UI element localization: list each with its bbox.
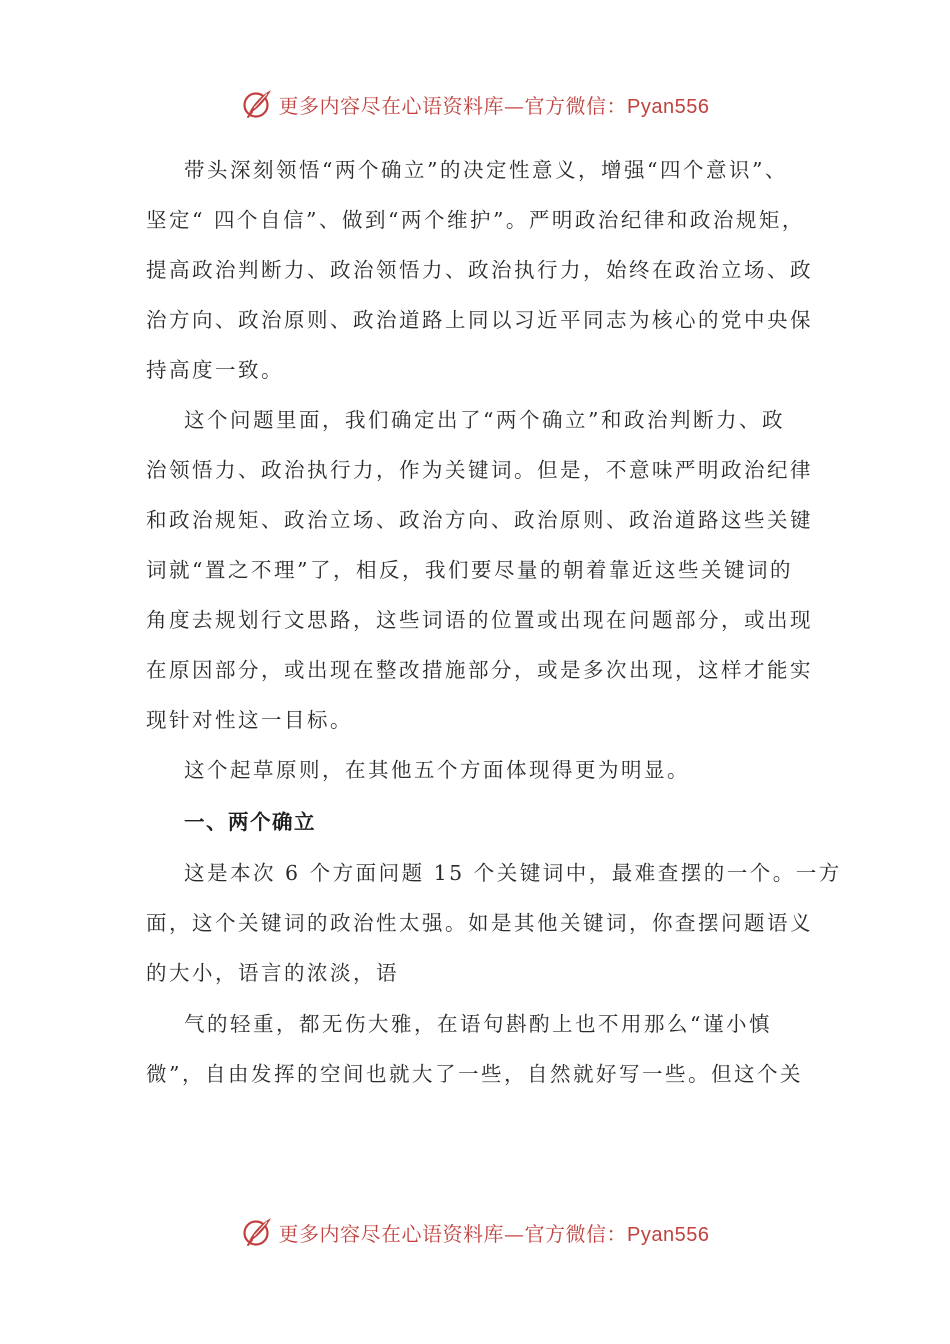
paragraph-4-line-1: 这是本次 6 个方面问题 15 个关键词中，最难查摆的一个。一方 [184,861,842,885]
paragraph-5-line-2: 微”，自由发挥的空间也就大了一些，自然就好写一些。但这个关 [146,1062,803,1086]
footer-banner-cn: 更多内容尽在心语资料库—官方微信： [278,1221,628,1246]
paragraph-2-line-5: 角度去规划行文思路，这些词语的位置或出现在问题部分，或出现 [146,608,813,632]
paragraph-1-line-3: 提高政治判断力、政治领悟力、政治执行力，始终在政治立场、政 [146,258,813,282]
paragraph-1-line-4: 治方向、政治原则、政治道路上同以习近平同志为核心的党中央保 [146,308,813,332]
header-banner-wechat-id: Pyan556 [627,95,710,118]
paragraph-5-line-1: 气的轻重，都无伤大雅，在语句斟酌上也不用那么“谨小慎 [184,1012,772,1036]
quill-pen-logo-icon [241,1215,275,1249]
paragraph-4-line-2: 面，这个关键词的政治性太强。如是其他关键词，你查摆问题语义 [146,911,813,935]
paragraph-3-line-1: 这个起草原则，在其他五个方面体现得更为明显。 [184,758,690,782]
paragraph-1-line-5: 持高度一致。 [146,358,284,382]
paragraph-2-line-6: 在原因部分，或出现在整改措施部分，或是多次出现，这样才能实 [146,658,813,682]
paragraph-1-line-1: 带头深刻领悟“两个确立”的决定性意义，增强“四个意识”、 [184,158,788,182]
paragraph-2-line-2: 治领悟力、政治执行力，作为关键词。但是，不意味严明政治纪律 [146,458,813,482]
paragraph-1-line-2: 坚定“ 四个自信”、做到“两个维护”。严明政治纪律和政治规矩， [146,208,805,232]
paragraph-4-line-3: 的大小，语言的浓淡，语 [146,961,399,985]
paragraph-2-line-1: 这个问题里面，我们确定出了“两个确立”和政治判断力、政 [184,408,785,432]
paragraph-2-line-7: 现针对性这一目标。 [146,708,353,732]
paragraph-2-line-4: 词就“置之不理”了，相反，我们要尽量的朝着靠近这些关键词的 [146,558,793,582]
footer-banner-text [279,1218,710,1247]
paragraph-2-line-3: 和政治规矩、政治立场、政治方向、政治原则、政治道路这些关键 [146,508,813,532]
header-banner-cn: 更多内容尽在心语资料库—官方微信： [278,93,628,118]
section-heading: 一、两个确立 [184,810,316,834]
footer-banner [0,1212,950,1252]
footer-banner-wechat-id: Pyan556 [627,1223,710,1246]
